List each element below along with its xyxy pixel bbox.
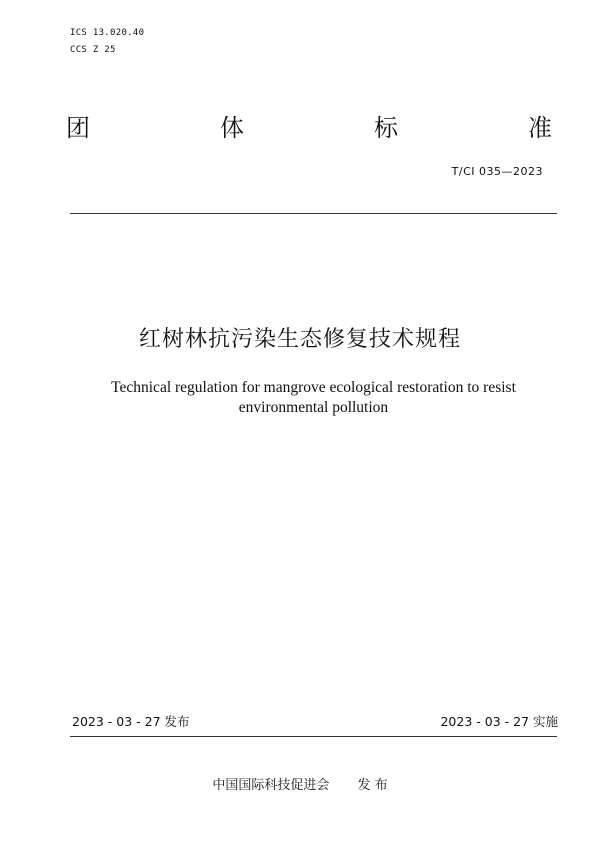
- ccs-code: CCS Z 25: [70, 45, 116, 55]
- bottom-divider: [70, 736, 557, 737]
- issuer-action: 发 布: [357, 778, 388, 793]
- standard-type-heading: [66, 116, 552, 140]
- heading-char-2: 体: [220, 114, 244, 142]
- ics-code: ICS 13.020.40: [70, 28, 145, 38]
- heading-char-1: 团: [66, 114, 90, 142]
- heading-char-3: 标: [374, 114, 398, 142]
- issuer-line: [0, 779, 600, 792]
- issuer-name: 中国国际科技促进会: [212, 778, 330, 793]
- issue-date: 2023 - 03 - 27 发布: [72, 714, 190, 729]
- top-divider: [70, 213, 557, 214]
- title-english: Technical regulation for mangrove ecological restoration to resist environmental pollution: [111, 379, 516, 416]
- standard-number: T/CI 035—2023: [451, 165, 543, 178]
- heading-char-4: 准: [528, 114, 552, 142]
- title-chinese: 红树林抗污染生态修复技术规程: [138, 327, 461, 352]
- implementation-date: 2023 - 03 - 27 实施: [440, 714, 558, 729]
